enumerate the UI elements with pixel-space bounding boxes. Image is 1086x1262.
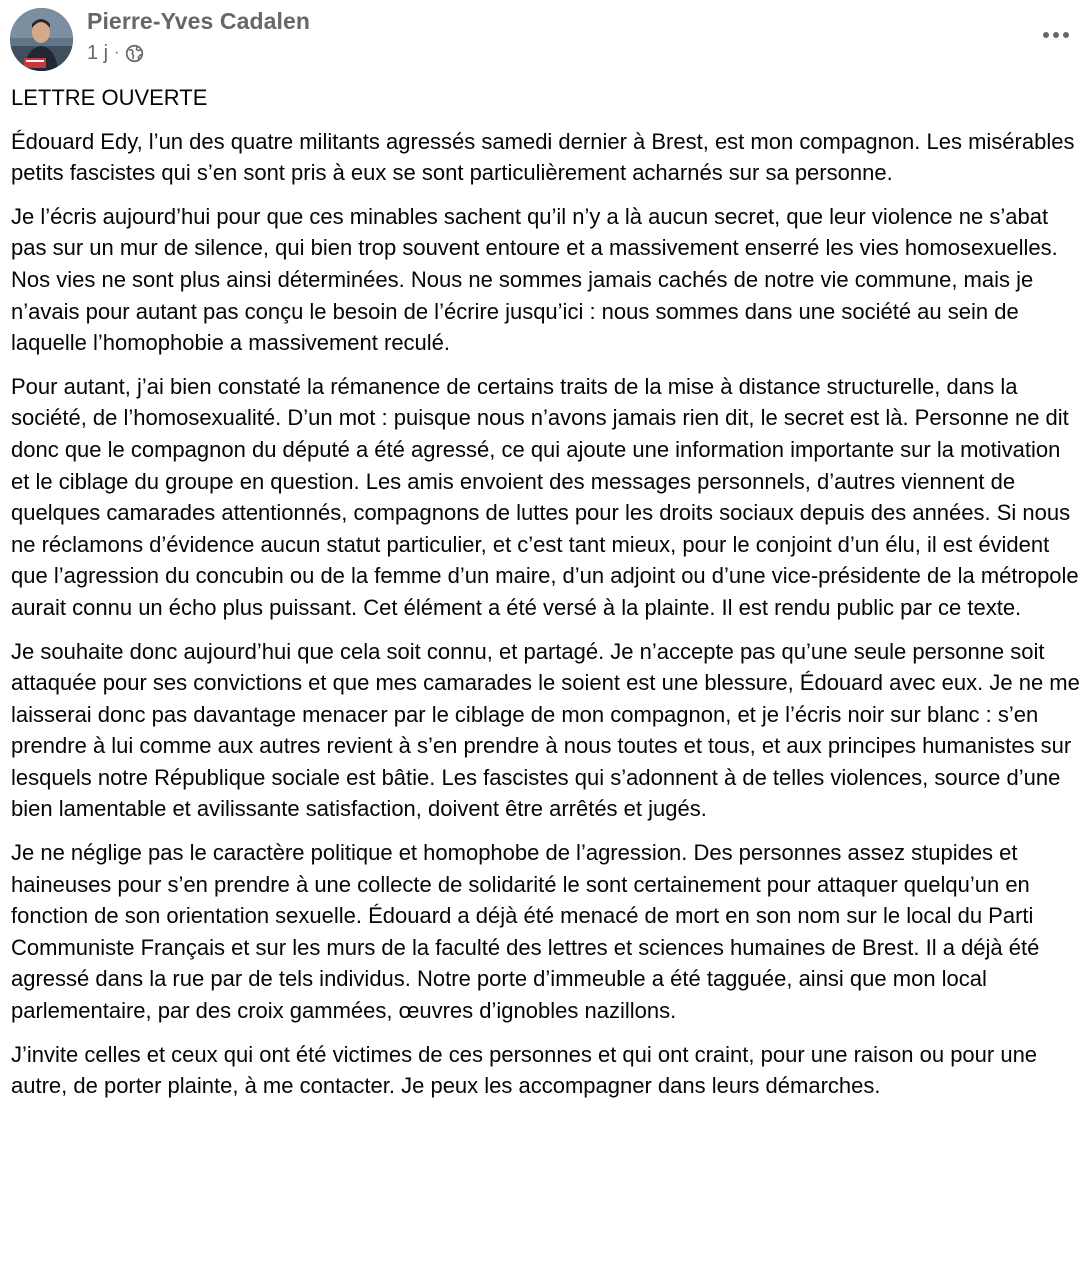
post-paragraph: Pour autant, j’ai bien constaté la rémanence de certains traits de la mise à distance structurelle, dans la société, de l’homosexualité. D’un mot : puisque nous n’avons jamais rien dit, le secret est là. Personne ne dit donc que le compagnon du député a été agressé, ce qui ajoute une information importante sur la motivation et le ciblage du groupe en question. Les amis envoient des messages personnels, d’autres viennent de quelques camarades attentionnés, compagnons de luttes pour les droits sociaux depuis des années. Si nous ne réclamons d’évidence aucun statut particulier, et c’est tant mieux, pour le conjoint d’un élu, il est évident que l’agression du concubin ou de la femme d’un maire, d’un adjoint ou d’une vice-présidente de la métropole aurait connu un écho plus puissant. Cet élément a été versé à la plainte. Il est rendu public par ce texte. <box>11 373 1079 620</box>
post-paragraph: Édouard Edy, l’un des quatre militants agressés samedi dernier à Brest, est mon compagnon. Les misérables petits fascistes qui s’en sont pris à eux se sont particulièrement acharnés sur sa personne. <box>11 128 1075 186</box>
post-paragraph: Je l’écris aujourd’hui pour que ces minables sachent qu’il n’y a là aucun secret, que leur violence ne s’abat pas sur un mur de silence, qui bien trop souvent entoure et a massivement enserré les vies homosexuelles. Nos vies ne sont plus ainsi déterminées. Nous ne sommes jamais cachés de notre vie commune, mais je n’avais pour autant pas conçu le besoin de l’écrire jusqu’ici : nous sommes dans une société au sein de laquelle l’homophobie a massivement reculé. <box>11 203 1058 356</box>
post-paragraph: Je souhaite donc aujourd’hui que cela soit connu, et partagé. Je n’accepte pas qu’une seule personne soit attaquée pour ses convictions et que mes camarades le soient est une blessure, Édouard avec eux. Je ne me laisserai donc pas davantage menacer par le ciblage de mon compagnon, et je l’écris noir sur blanc : s’en prendre à lui comme aux autres revient à s’en prendre à nous toutes et tous, et aux principes humanistes sur lesquels notre République sociale est bâtie. Les fascistes qui s’adonnent à de telles violences, source d’une bien lamentable et avilissante satisfaction, doivent être arrêtés et jugés. <box>11 638 1080 822</box>
post-header <box>10 6 1076 72</box>
more-options-icon[interactable] <box>1038 22 1074 48</box>
post-paragraph: J’invite celles et ceux qui ont été victimes de ces personnes et qui ont craint, pour une raison ou pour une autre, de porter plainte, à me contacter. Je peux les accompagner dans leurs démarches. <box>11 1041 1038 1099</box>
post-heading: LETTRE OUVERTE <box>11 85 208 110</box>
post-meta <box>87 40 144 66</box>
post-paragraph: Je ne néglige pas le caractère politique et homophobe de l’agression. Des personnes assez stupides et haineuses pour s’en prendre à une collecte de solidarité le sont certainement pour attaquer quelqu’un en fonction de son orientation sexuelle. Édouard a déjà été menacé de mort en son nom sur le local du Parti Communiste Français et sur les murs de la faculté des lettres et sciences humaines de Brest. Il a déjà été agressé dans la rue par de tels individus. Notre porte d’immeuble a été tagguée, ainsi que mon local parlementaire, par des croix gammées, œuvres d’ignobles nazillons. <box>11 840 1040 1024</box>
profile-photo <box>10 8 73 71</box>
meta-separator: · <box>114 44 120 61</box>
post-body <box>11 82 1083 1114</box>
post-timestamp[interactable]: 1 j <box>87 41 109 64</box>
globe-icon[interactable] <box>125 44 144 63</box>
author-name-link[interactable]: Pierre-Yves Cadalen <box>87 8 311 34</box>
author-avatar[interactable] <box>10 8 73 71</box>
